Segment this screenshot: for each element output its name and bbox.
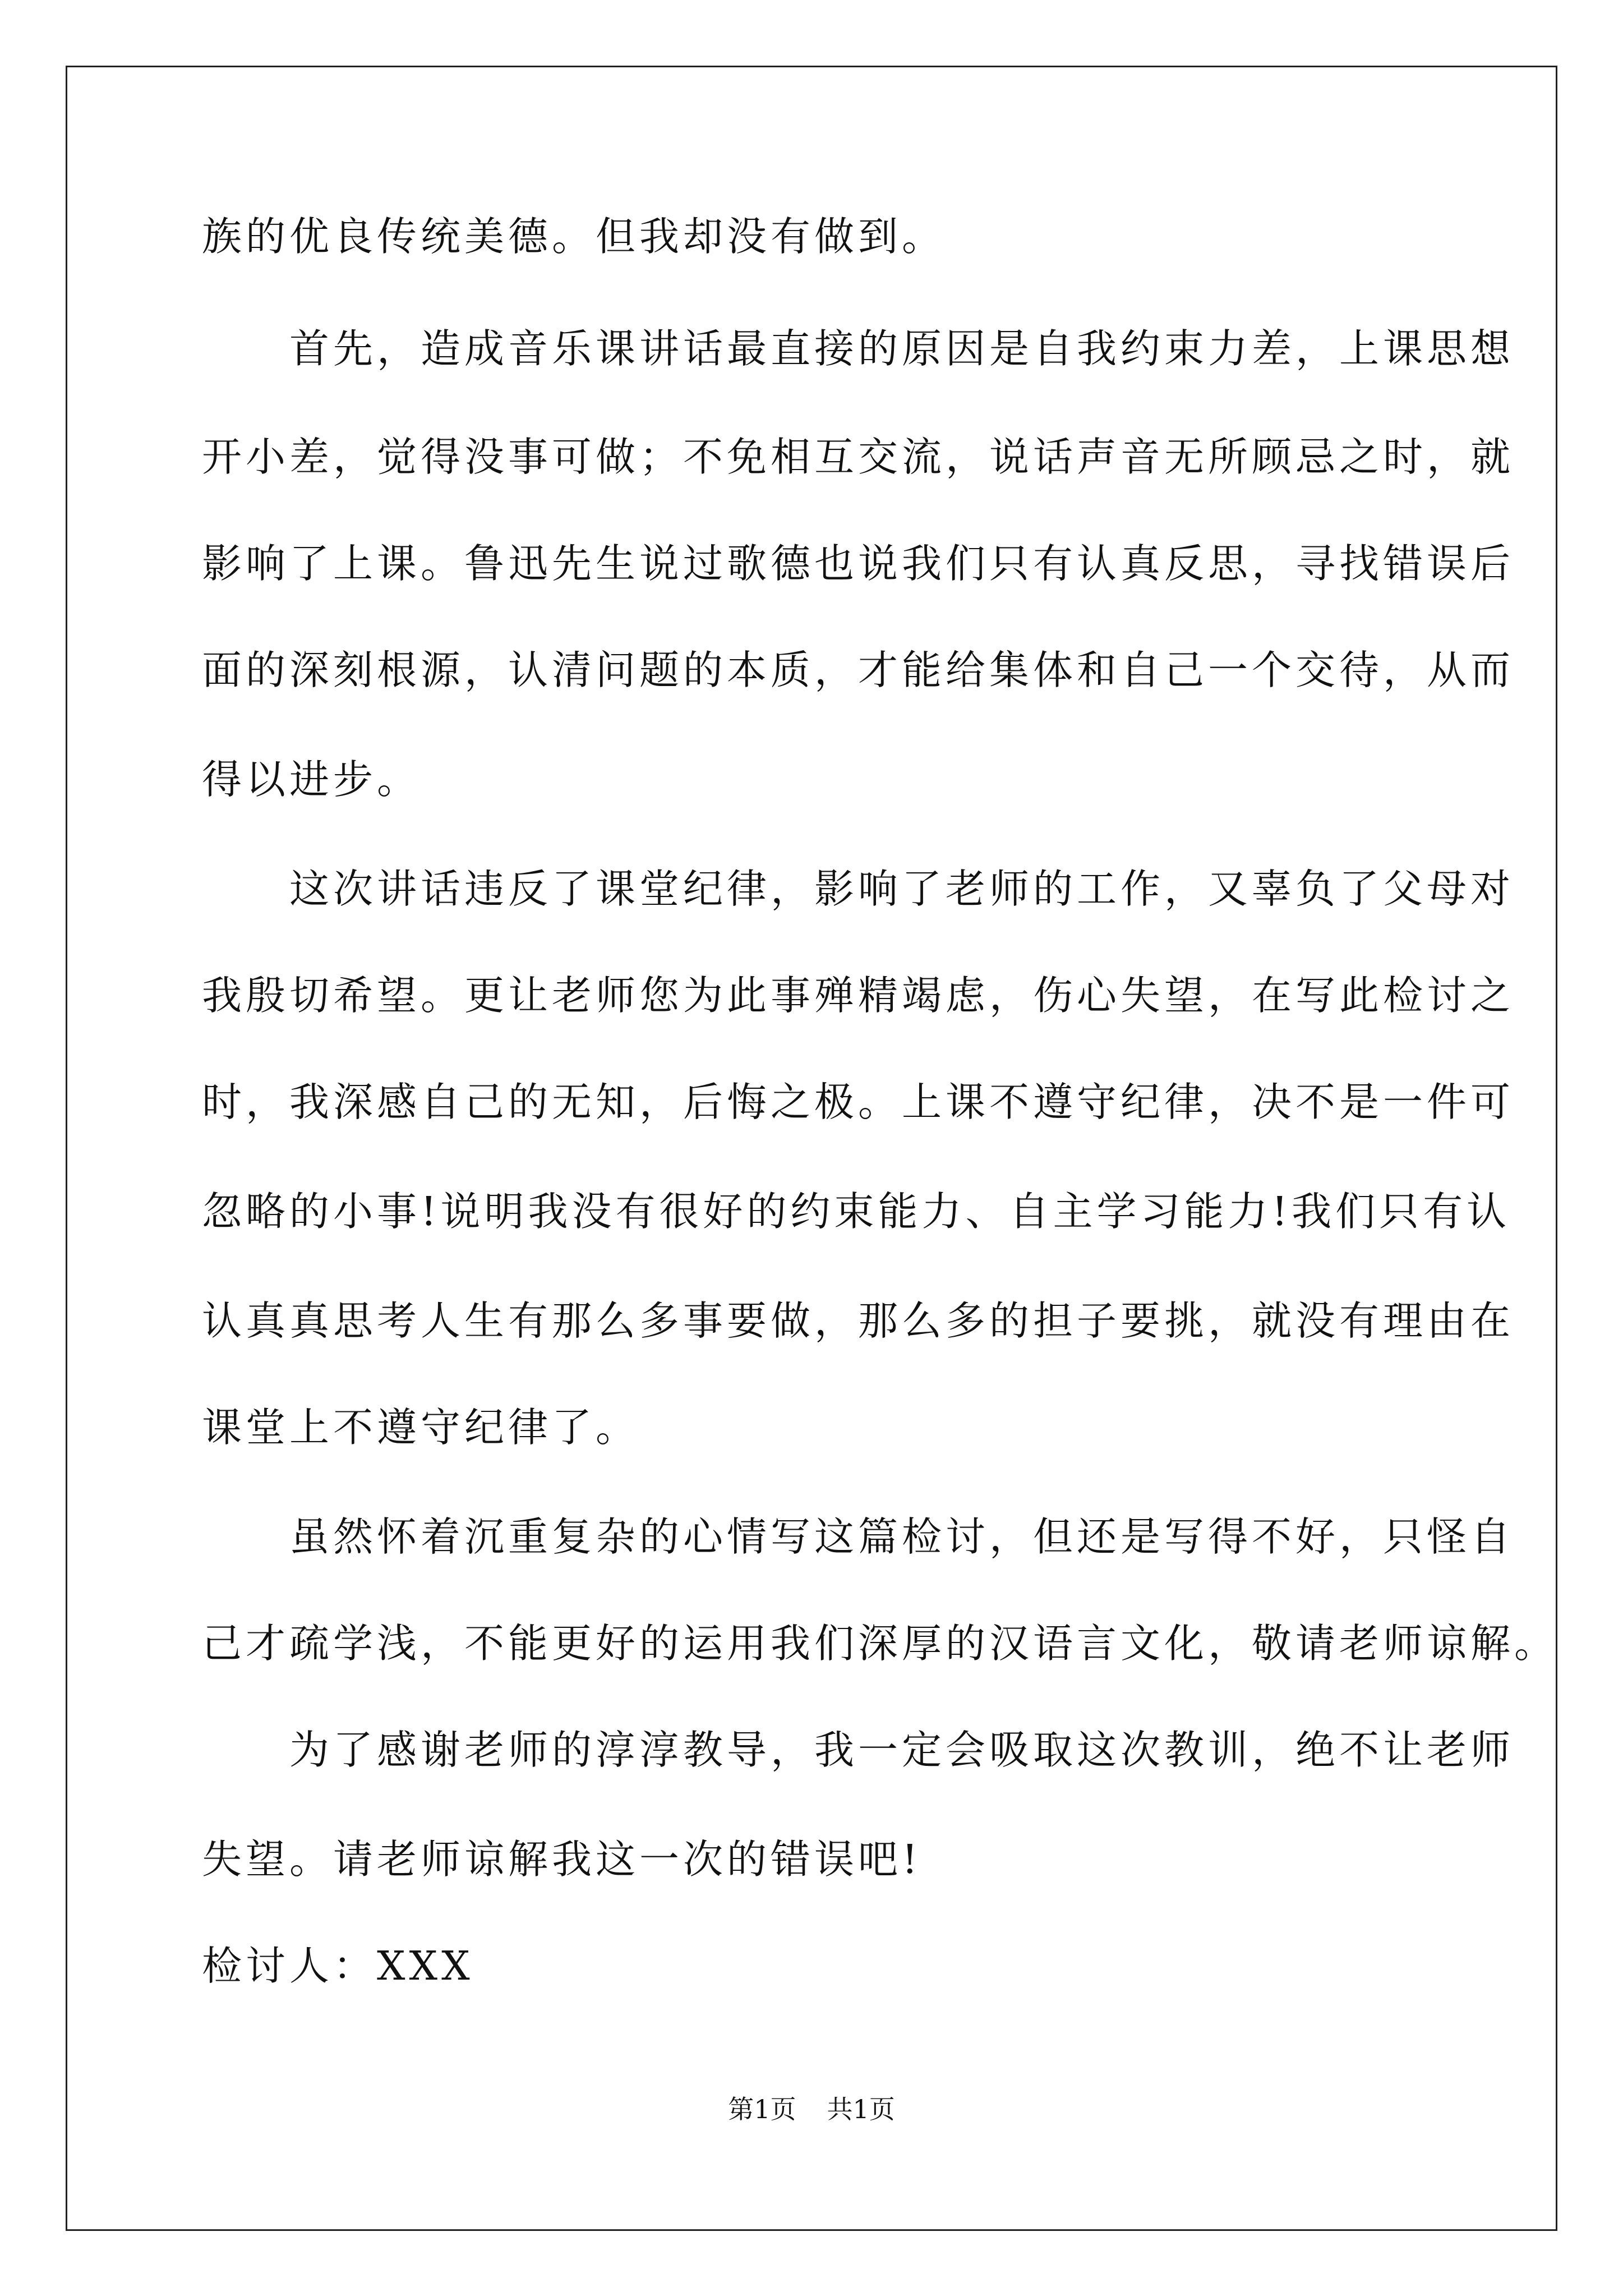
text-line: 得以进步。: [202, 756, 421, 803]
signature-line: 检讨人：XXX: [202, 1943, 474, 1989]
text-line: 忽略的小事!说明我没有很好的约束能力、自主学习能力!我们只有认: [202, 1188, 1511, 1235]
text-line: 失望。请老师谅解我这一次的错误吧!: [202, 1836, 922, 1883]
text-line: 面的深刻根源，认清问题的本质，才能给集体和自己一个交待，从而: [202, 647, 1515, 693]
page-number: 第1页: [728, 2094, 796, 2124]
page-footer: [0, 2092, 1623, 2126]
page-total: 共1页: [827, 2094, 895, 2124]
text-line: 这次讲话违反了课堂纪律，影响了老师的工作，又辜负了父母对: [202, 866, 1515, 912]
text-line: 认真真思考人生有那么多事要做，那么多的担子要挑，就没有理由在: [202, 1297, 1515, 1344]
text-line: 族的优良传统美德。但我却没有做到。: [202, 213, 946, 260]
text-line: 我殷切希望。更让老师您为此事殚精竭虑，伤心失望，在写此检讨之: [202, 972, 1515, 1019]
text-line: 开小差，觉得没事可做；不免相互交流，说话声音无所顾忌之时，就: [202, 434, 1515, 480]
text-line: 时，我深感自己的无知，后悔之极。上课不遵守纪律，决不是一件可: [202, 1079, 1515, 1125]
text-line: 为了感谢老师的淳淳教导，我一定会吸取这次教训，绝不让老师: [202, 1727, 1515, 1773]
page-border: [66, 66, 1557, 2231]
text-line: 虽然怀着沉重复杂的心情写这篇检讨，但还是写得不好，只怪自: [202, 1513, 1515, 1560]
text-line: 影响了上课。鲁迅先生说过歌德也说我们只有认真反思，寻找错误后: [202, 540, 1515, 587]
text-line: 课堂上不遵守纪律了。: [202, 1404, 640, 1451]
text-line: 己才疏学浅，不能更好的运用我们深厚的汉语言文化，敬请老师谅解。: [202, 1620, 1559, 1667]
text-line: 首先，造成音乐课讲话最直接的原因是自我约束力差，上课思想: [202, 325, 1515, 372]
